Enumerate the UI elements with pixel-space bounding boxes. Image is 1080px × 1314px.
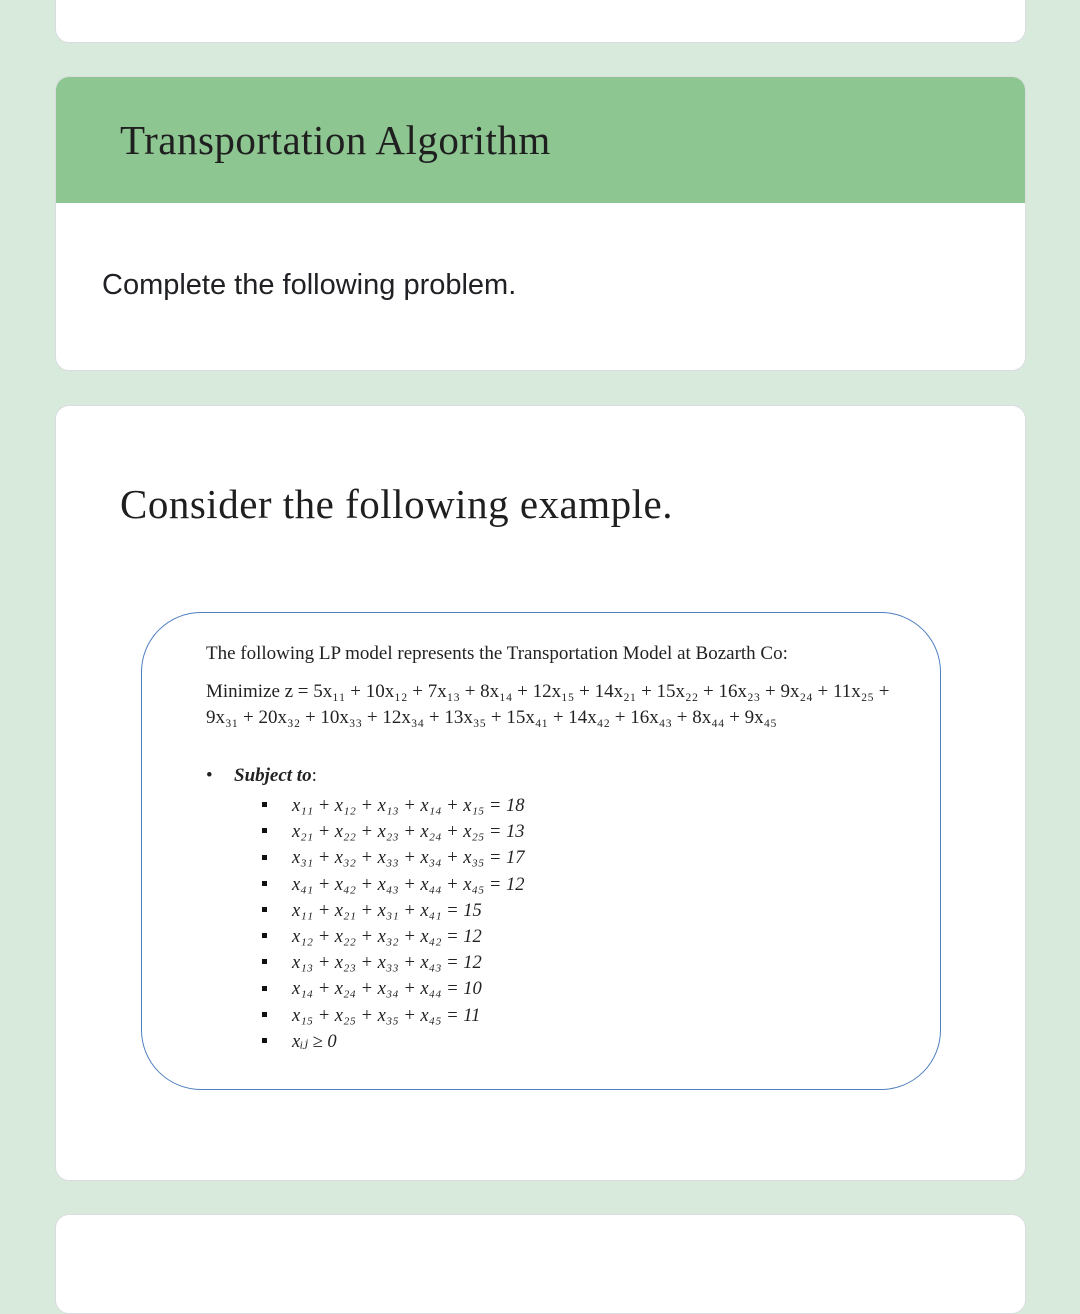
constraint-item: x₁₅ + x₂₅ + x₃₅ + x₄₅ = 11 <box>262 1003 525 1029</box>
item-title: Consider the following example. <box>120 481 673 527</box>
square-bullet-icon <box>262 802 267 807</box>
square-bullet-icon <box>262 855 267 860</box>
question-card <box>55 405 1026 1181</box>
objective-function: Minimize z = 5x₁₁ + 10x₁₂ + 7x₁₃ + 8x₁₄ + 12x₁₅ + 14x₂₁ + 15x₂₂ + 16x₂₃ + 9x₂₄ + 11x₂₅ + 9x₃₁ + 20x₃₂ + 10x₃₃ + 12x₃₄ + 13x₃₅ + 15x₄₁ + 14x₄₂ + 16x₄₃ + 8x₄₄ + 9x₄₅ <box>206 681 890 728</box>
bullet-icon: • <box>206 765 213 786</box>
constraint-list <box>262 793 525 1055</box>
constraint-item: x₁₃ + x₂₃ + x₃₃ + x₄₃ = 12 <box>262 950 525 976</box>
square-bullet-icon <box>262 1038 267 1043</box>
subject-to-colon: : <box>311 765 317 786</box>
square-bullet-icon <box>262 881 267 886</box>
previous-card <box>55 0 1026 43</box>
constraint-item: x₁₁ + x₁₂ + x₁₃ + x₁₄ + x₁₅ = 18 <box>262 793 525 819</box>
constraint-item: x₁₁ + x₂₁ + x₃₁ + x₄₁ = 15 <box>262 898 525 924</box>
image-intro-text: The following LP model represents the Transportation Model at Bozarth Co: <box>206 643 788 664</box>
section-card <box>55 76 1026 371</box>
constraint-item: x₄₁ + x₄₂ + x₄₃ + x₄₄ + x₄₅ = 12 <box>262 872 525 898</box>
subject-to-label <box>206 765 317 787</box>
subject-to-text: Subject to <box>234 765 312 786</box>
next-card <box>55 1214 1026 1314</box>
constraint-item: x₃₁ + x₃₂ + x₃₃ + x₃₄ + x₃₅ = 17 <box>262 845 525 871</box>
square-bullet-icon <box>262 959 267 964</box>
square-bullet-icon <box>262 933 267 938</box>
constraint-item: xᵢⱼ ≥ 0 <box>262 1029 525 1055</box>
constraint-item: x₁₄ + x₂₄ + x₃₄ + x₄₄ = 10 <box>262 976 525 1002</box>
section-description: Complete the following problem. <box>102 269 517 301</box>
section-title: Transportation Algorithm <box>120 117 551 163</box>
square-bullet-icon <box>262 828 267 833</box>
constraint-item: x₁₂ + x₂₂ + x₃₂ + x₄₂ = 12 <box>262 924 525 950</box>
square-bullet-icon <box>262 986 267 991</box>
embedded-problem-image <box>141 612 941 1090</box>
section-header <box>56 77 1025 203</box>
square-bullet-icon <box>262 1012 267 1017</box>
square-bullet-icon <box>262 907 267 912</box>
constraint-item: x₂₁ + x₂₂ + x₂₃ + x₂₄ + x₂₅ = 13 <box>262 819 525 845</box>
